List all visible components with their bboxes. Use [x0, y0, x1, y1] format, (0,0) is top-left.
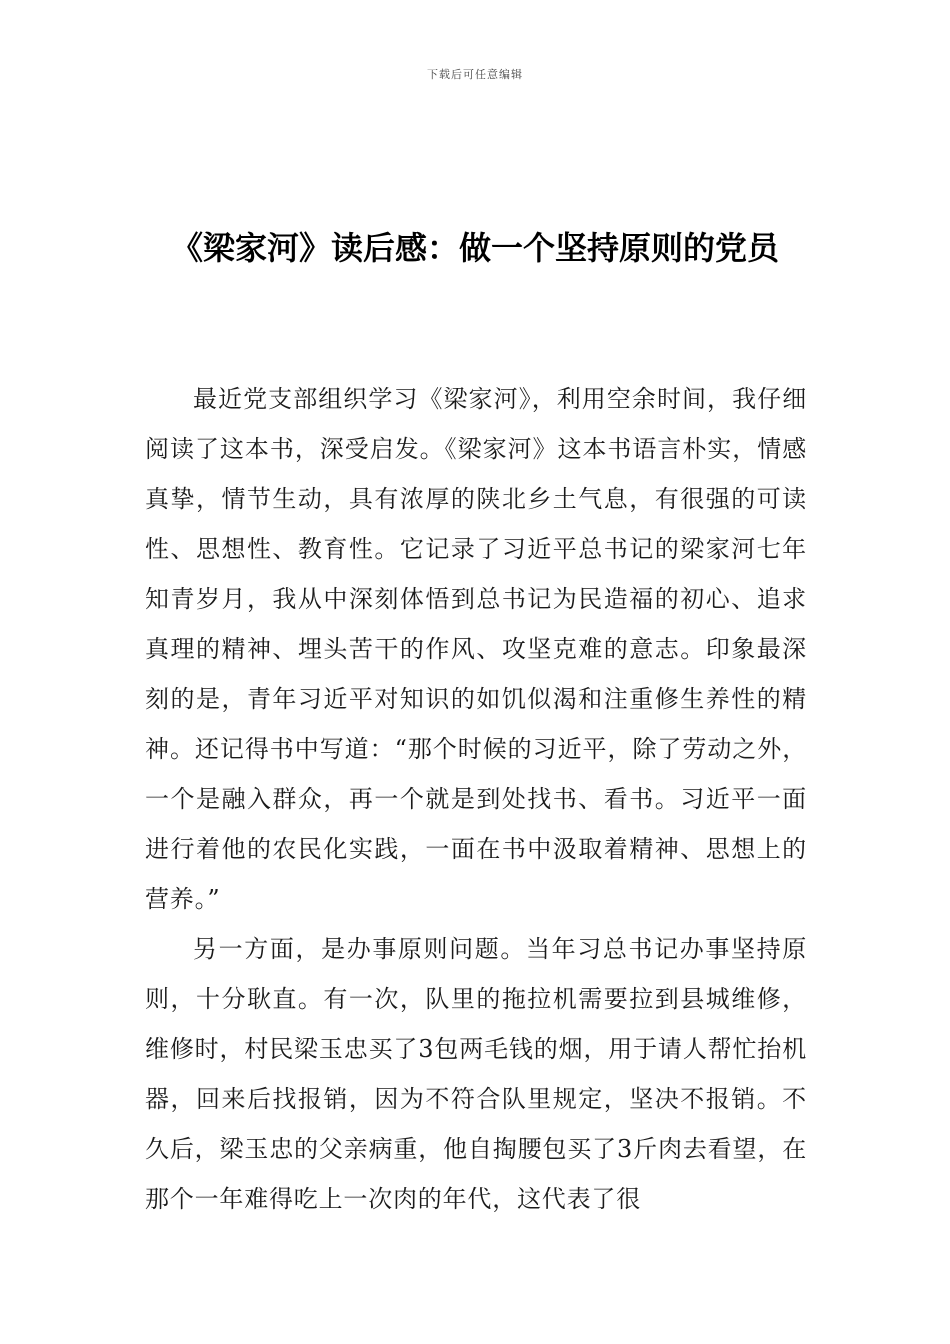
header-note: 下载后可任意编辑	[427, 68, 523, 81]
document-title: 《梁家河》读后感：做一个坚持原则的党员	[170, 229, 779, 267]
document-body	[145, 374, 807, 1224]
body-paragraph-1: 最近党支部组织学习《梁家河》，利用空余时间，我仔细阅读了这本书，深受启发。《梁家河》这本书语言朴实，情感真挚，情节生动，具有浓厚的陕北乡土气息，有很强的可读性、思想性、教育性。它记录了习近平总书记的梁家河七年知青岁月，我从中深刻体悟到总书记为民造福的初心、追求真理的精神、埋头苦干的作风、攻坚克难的意志。印象最深刻的是，青年习近平对知识的如饥似渴和注重修生养性的精神。还记得书中写道：“那个时候的习近平，除了劳动之外，一个是融入群众，再一个就是到处找书、看书。习近平一面进行着他的农民化实践，一面在书中汲取着精神、思想上的营养。”	[145, 385, 807, 913]
body-paragraph-2: 另一方面，是办事原则问题。当年习总书记办事坚持原则，十分耿直。有一次，队里的拖拉机需要拉到县城维修，维修时，村民梁玉忠买了3包两毛钱的烟，用于请人帮忙抬机器，回来后找报销，因为不符合队里规定，坚决不报销。不久后，梁玉忠的父亲病重，他自掏腰包买了3斤肉去看望，在那个一年难得吃上一次肉的年代，这代表了很	[145, 935, 807, 1213]
